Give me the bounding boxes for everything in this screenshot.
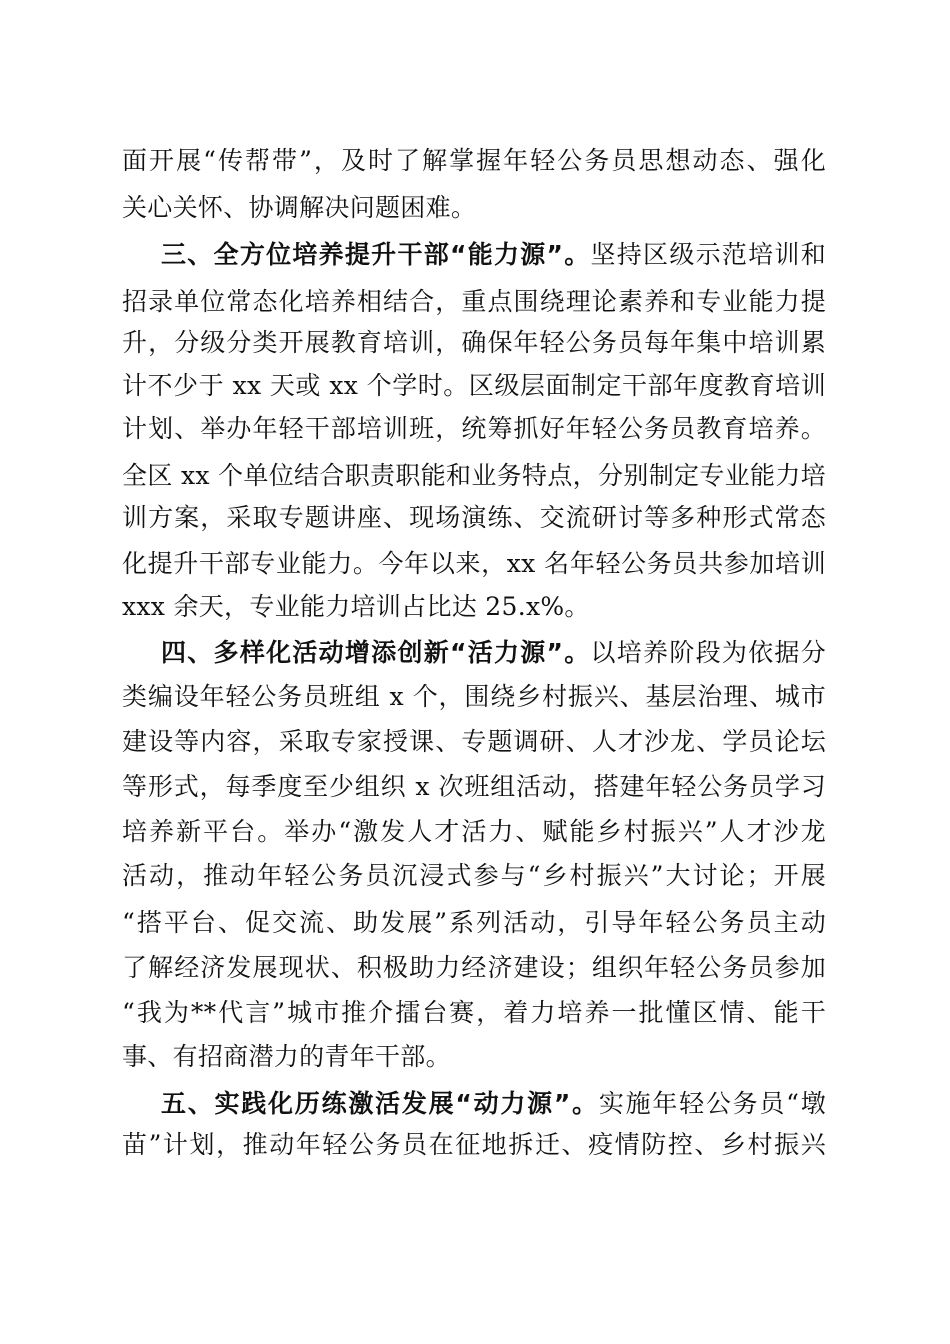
text-line: “我为**代言”城市推介擂台赛，着力培养一批懂区情、能干 [122, 998, 826, 1027]
section-3-heading: 三、全方位培养提升干部“能力源”。 [161, 240, 591, 269]
section-5-text: 实施年轻公务员“墩 [598, 1089, 827, 1118]
text-line: 关心关怀、协调解决问题困难。 [122, 193, 477, 222]
section-3-line [161, 235, 826, 275]
text-line: 活动，推动年轻公务员沉浸式参与“乡村振兴”大讨论；开展 [122, 861, 826, 890]
section-4-text: 以培养阶段为依据分 [590, 638, 827, 667]
text-line: “搭平台、促交流、助发展”系列活动，引导年轻公务员主动 [122, 908, 826, 937]
text-line: 计不少于 xx 天或 xx 个学时。区级层面制定干部年度教育培训 [122, 371, 826, 400]
text-line: 招录单位常态化培养相结合，重点围绕理论素养和专业能力提 [122, 287, 826, 316]
text-line: 建设等内容，采取专家授课、专题调研、人才沙龙、学员论坛 [122, 727, 826, 756]
text-line: 事、有招商潜力的青年干部。 [122, 1042, 451, 1071]
text-line: 计划、举办年轻干部培训班，统筹抓好年轻公务员教育培养。 [122, 414, 826, 443]
section-5-line [161, 1084, 826, 1124]
text-line: 了解经济发展现状、积极助力经济建设；组织年轻公务员参加 [122, 953, 826, 982]
section-3-text: 坚持区级示范培训和 [590, 240, 827, 269]
text-line: 训方案，采取专题讲座、现场演练、交流研讨等多种形式常态 [122, 503, 826, 532]
text-line: 升，分级分类开展教育培训，确保年轻公务员每年集中培训累 [122, 328, 826, 357]
section-5-heading: 五、实践化历练激活发展“动力源”。 [161, 1089, 599, 1118]
text-line: 等形式，每季度至少组织 x 次班组活动，搭建年轻公务员学习 [122, 772, 826, 801]
document-page [122, 0, 826, 1344]
text-line: 化提升干部专业能力。今年以来，xx 名年轻公务员共参加培训 [122, 549, 826, 578]
text-line: 类编设年轻公务员班组 x 个，围绕乡村振兴、基层治理、城市 [122, 682, 826, 711]
text-line: 全区 xx 个单位结合职责职能和业务特点，分别制定专业能力培 [122, 461, 826, 490]
section-4-line [161, 633, 826, 673]
text-line: 培养新平台。举办“激发人才活力、赋能乡村振兴”人才沙龙 [122, 817, 826, 846]
text-line: 面开展“传帮带”，及时了解掌握年轻公务员思想动态、强化 [122, 146, 826, 175]
text-line: xxx 余天，专业能力培训占比达 25.x%。 [122, 592, 590, 621]
section-4-heading: 四、多样化活动增添创新“活力源”。 [161, 638, 591, 667]
text-line: 苗”计划，推动年轻公务员在征地拆迁、疫情防控、乡村振兴 [122, 1130, 826, 1159]
